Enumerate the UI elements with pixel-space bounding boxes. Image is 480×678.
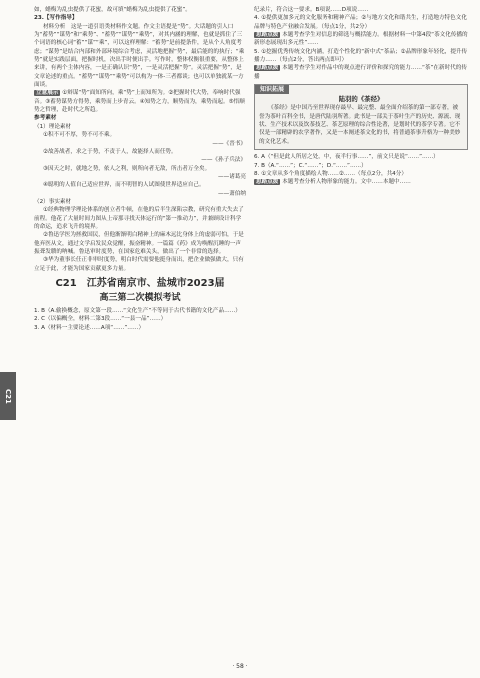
theory-quote: ④聪明的人值自己适应世界，而不明智的人试图使世界适应自己。	[42, 182, 205, 189]
theory-quote: ③因天之时，就地之势，依人之利，则所向者无敌，所击者万全矣。	[42, 165, 211, 172]
ideas-heading: 立意展示	[36, 90, 59, 97]
tip-text: 本题考查学生对信息的筛选与概括能力。根据材料一中第4段“茶文化传播的新形态展现出多元性”……	[254, 32, 468, 47]
page-number: · 58 ·	[232, 663, 248, 670]
theory-heading: （1）理论素材	[34, 123, 72, 130]
theory-source: ——诸葛亮	[218, 173, 246, 180]
answer-q4: 4. ①提供更加多元的文化服务和精神产品；②与地方文化和谐共生，打造地方特色文化品牌与特色产业融合发展。（每点1分，共2分）	[254, 15, 467, 30]
answer-q7: 7. B（A.“……”；C.“……”；D.“……”……）	[254, 162, 367, 169]
tip-tag: 思路点拨	[256, 65, 279, 72]
answer-q6: 6. A（“但是此人所居之处，中，夜半行事……”，前文只是说“……”……）	[254, 154, 439, 161]
answer-q8: 8. ①文章从多个角度描绘人物……②……（每点2分，共4分）	[254, 170, 407, 177]
answer-item: 3. A（材料一主要论述……A项“……”……）	[34, 324, 145, 331]
reference-heading: 参考素材	[34, 115, 57, 122]
section-subtitle: 高三第二次模拟考试	[99, 293, 181, 303]
answer-q5: 5. ①挖掘优秀传统文化内涵，打造个性化的“新中式”茶品；②品牌形象年轻化，提升传播力……（每点2分，答出两点即可）	[254, 48, 468, 64]
theory-source: ——《孙子兵法》	[201, 157, 246, 164]
knowledge-box-title: 陆羽的《茶经》	[338, 95, 384, 104]
left-column	[34, 6, 246, 332]
answer-item: 2. C（以偏概全，材料二第3段……“一县一品”……）	[34, 316, 167, 323]
fact-paragraph: ①经典物理学理论体系的创立者牛顿，在他的后半生深陷宗教，研究有重大失去了前程。他花了大量时间力图从上帝那寻找天体运行的“第一推动力”，并兼顾设计科学的命运，追求飞升的境界。	[34, 207, 244, 230]
intro-line: 如，蜡梅为乱虫提供了花蜜，故可填“蜡梅为乱虫提供了花蜜”。	[34, 7, 191, 13]
theory-quote: ②故善战者，求之于势，不责于人，故能择人而任势。	[42, 148, 177, 155]
q23-heading: 23.【写作指导】	[34, 15, 78, 22]
continuation-line: 纪录片，符合这一要求。B项说……D项说……	[254, 7, 369, 13]
tip-tag: 思路点拨	[256, 179, 279, 186]
answer-item: 1. B（A.偷换概念，原文第一段……“文化生产”不等同于古代书籍的文化产品……）	[34, 308, 241, 314]
theory-source: ——《晋书》	[212, 140, 246, 147]
tip-text: 本题考查学生对作品中的观点进行评价和探究的能力……“茶”在新时代的传播	[254, 65, 467, 80]
knowledge-box-tab: 知识拓展	[255, 85, 289, 94]
fact-paragraph: ②鲁迅学医为拯救国民，但他渐渐明白精神上的麻木远比身体上的虚弱可怕，于是他弃医从文，通过文学启发民众觉醒，振奋精神。一篇篇《药》成为唤醒沉睡的一声振聋发聩的呐喊。鲁迅审时度势，在国家危难关头，做出了一个非常的选择。	[34, 232, 244, 255]
theory-quote: ①积不可不厚，势不可不乘。	[42, 132, 116, 139]
fact-paragraph: ③华为董事长任正非审时度势，明白时代需要他挺身而出，把企业做强做大，只有立足于此，才能为国家贡献更多力量。	[34, 257, 244, 272]
knowledge-box	[254, 84, 468, 150]
tip-tag: 思路点拨	[256, 32, 279, 39]
q23-analysis: 材料分析 这是一道引语类材料作文题。作文主语提是“势”。大话题的引人口为“蓄势”“谋势”和“乘势”、“蓄势”“谋势”“乘势”，对其内涵的理解，也就是抓住了三个词语的核心词“蓄”“谋”“乘”，可以这样理解：“蓄势”是前提条件，是从个人角度考虑；“谋势”是结合内部和外部环境综合考虑，灵活地把握“势”，最后能的的执行；“乘势”就是实践层面，把握时机，决出手时便出手。写作时，整体权衡很重要，从整体上来讲，有两个主体内容，一是正确认识“势”，一是灵活把握“势”。灵活把握“势”，是文章论述的重点。“蓄势”“谋势”“乘势”可以构为一体-三者都谈；也可以单独就某一方面谈。	[34, 23, 245, 89]
tip-text: 本题考查分析人物形象的能力。文中……本题中……	[282, 179, 411, 186]
ideas-text: ①辩谋“势”面知所向，乘“势”上而知所为。②把握时代大势，奉响时代强音。③蓄势谋势方得势，乘势而上步青云。④知势之力，顺势而为，乘势而起。⑤悟顺势之哲理，赴时代之所趋。	[34, 90, 245, 114]
section-title: C21 江苏省南京市、盐城市2023届	[55, 278, 225, 289]
right-column	[254, 6, 468, 187]
theory-source: ——萧伯纳	[218, 190, 246, 197]
knowledge-box-body: 《茶经》是中国乃至世界现存最早、最完整、最全面介绍茶的第一部专著，被誉为茶叶百科全书，是唐代陆羽所著。此书是一部关于茶叶生产的历史、源流、现状、生产技术以及饮茶技艺、茶艺原理的综合性论著，是划时代的茶学专著。它不仅是一部精辟的农学著作，又是一本阐述茶文化的书，将普通茶事升格为一种美妙的文化艺术。	[259, 105, 461, 145]
side-tab: C21	[0, 372, 16, 420]
facts-heading: （2）事实素材	[34, 198, 72, 205]
